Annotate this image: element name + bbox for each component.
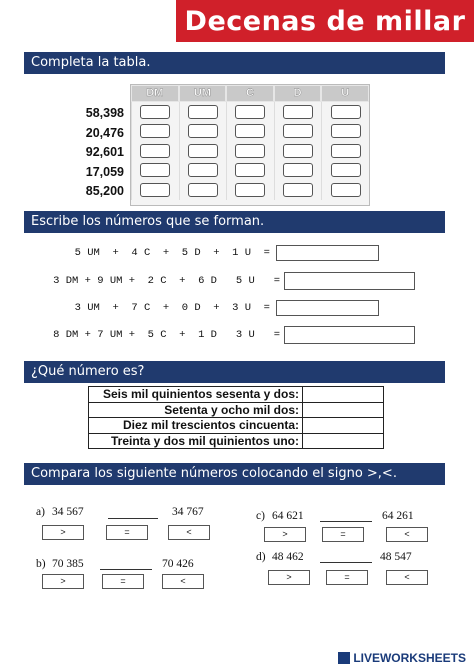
column-header-d: D	[275, 86, 321, 101]
section2-heading: Escribe los números que se forman.	[24, 211, 445, 233]
number-answer-input[interactable]	[303, 387, 384, 403]
table-row	[131, 141, 369, 161]
right-number: 48 547	[380, 551, 412, 563]
number-item: 17,059	[85, 164, 124, 179]
answer-input[interactable]	[284, 272, 415, 290]
less-than-button[interactable]: <	[168, 525, 210, 540]
digit-input[interactable]	[140, 163, 170, 177]
digit-input[interactable]	[188, 183, 218, 197]
table-row	[131, 161, 369, 181]
greater-than-button[interactable]: >	[268, 570, 310, 585]
expression: 8 DM + 7 UM + 5 C + 1 D 3 U =	[53, 329, 280, 341]
digit-input[interactable]	[283, 144, 313, 158]
left-number: 70 385	[52, 558, 84, 570]
digit-input[interactable]	[140, 144, 170, 158]
left-number: 34 567	[52, 506, 84, 518]
greater-than-button[interactable]: >	[42, 525, 84, 540]
digit-input[interactable]	[188, 144, 218, 158]
digit-input[interactable]	[235, 105, 265, 119]
page-title: Decenas de millar	[184, 5, 466, 37]
number-list	[70, 106, 124, 204]
number-item: 85,200	[85, 184, 124, 198]
digit-input[interactable]	[331, 183, 361, 197]
number-item: 58,398	[85, 106, 124, 120]
number-item: 20,476	[85, 125, 124, 140]
column-header-c: C	[227, 86, 273, 101]
column-header-um: UM	[180, 86, 226, 101]
title-banner	[176, 0, 474, 42]
digit-input[interactable]	[140, 183, 170, 197]
answer-blank	[320, 562, 372, 563]
answer-input[interactable]	[276, 300, 379, 316]
column-header-dm: DM	[132, 86, 178, 101]
equals-button[interactable]: =	[322, 527, 364, 542]
column-header-u: U	[322, 86, 368, 101]
table-row	[89, 433, 384, 449]
digit-input[interactable]	[283, 163, 313, 177]
digit-input[interactable]	[235, 163, 265, 177]
expression: 3 UM + 7 C + 0 D + 3 U =	[74, 302, 270, 314]
item-letter: a)	[36, 506, 45, 518]
greater-than-button[interactable]: >	[42, 574, 84, 589]
liveworksheets-logo-icon	[338, 652, 350, 664]
item-letter: b)	[36, 558, 46, 570]
digit-input[interactable]	[235, 144, 265, 158]
digit-input[interactable]	[188, 124, 218, 138]
footer-brand	[338, 651, 466, 665]
digit-input[interactable]	[283, 183, 313, 197]
less-than-button[interactable]: <	[162, 574, 204, 589]
number-answer-input[interactable]	[303, 402, 384, 418]
right-number: 34 767	[172, 506, 204, 518]
number-answer-input[interactable]	[303, 418, 384, 434]
brand-text: LIVEWORKSHEETS	[353, 651, 466, 665]
left-number: 48 462	[272, 551, 304, 563]
table-row	[131, 180, 369, 200]
right-number: 70 426	[162, 558, 194, 570]
item-letter: d)	[256, 551, 266, 563]
table-row	[89, 418, 384, 434]
expression: 3 DM + 9 UM + 2 C + 6 D 5 U =	[53, 275, 280, 287]
less-than-button[interactable]: <	[386, 570, 428, 585]
table-row	[131, 122, 369, 142]
answer-blank	[108, 518, 158, 519]
number-words: Seis mil quinientos sesenta y dos:	[89, 387, 303, 403]
section3-heading: ¿Qué número es?	[24, 361, 445, 383]
answer-blank	[100, 569, 152, 570]
digit-input[interactable]	[331, 163, 361, 177]
table-row	[131, 102, 369, 122]
answer-input[interactable]	[276, 245, 379, 261]
table-header	[131, 85, 369, 102]
section1-heading: Completa la tabla.	[24, 52, 445, 74]
number-answer-input[interactable]	[303, 433, 384, 449]
digit-input[interactable]	[235, 124, 265, 138]
digit-input[interactable]	[188, 163, 218, 177]
table-row	[89, 387, 384, 403]
digit-input[interactable]	[331, 105, 361, 119]
table-row	[89, 402, 384, 418]
digit-input[interactable]	[140, 124, 170, 138]
digit-input[interactable]	[140, 105, 170, 119]
digit-input[interactable]	[331, 124, 361, 138]
words-to-number-table	[88, 386, 384, 449]
answer-blank	[320, 521, 372, 522]
digit-input[interactable]	[235, 183, 265, 197]
expression: 5 UM + 4 C + 5 D + 1 U =	[74, 247, 270, 259]
digit-input[interactable]	[283, 124, 313, 138]
digit-input[interactable]	[331, 144, 361, 158]
equals-button[interactable]: =	[102, 574, 144, 589]
greater-than-button[interactable]: >	[264, 527, 306, 542]
left-number: 64 621	[272, 510, 304, 522]
digit-input[interactable]	[188, 105, 218, 119]
answer-input[interactable]	[284, 326, 415, 344]
less-than-button[interactable]: <	[386, 527, 428, 542]
place-value-table	[130, 84, 370, 206]
number-words: Diez mil trescientos cincuenta:	[89, 418, 303, 434]
item-letter: c)	[256, 510, 265, 522]
digit-input[interactable]	[283, 105, 313, 119]
number-item: 92,601	[85, 145, 124, 159]
equals-button[interactable]: =	[326, 570, 368, 585]
number-words: Setenta y ocho mil dos:	[89, 402, 303, 418]
section4-heading: Compara los siguiente números colocando el signo >,<.	[24, 463, 445, 485]
number-words: Treinta y dos mil quinientos uno:	[89, 433, 303, 449]
equals-button[interactable]: =	[106, 525, 148, 540]
right-number: 64 261	[382, 510, 414, 522]
